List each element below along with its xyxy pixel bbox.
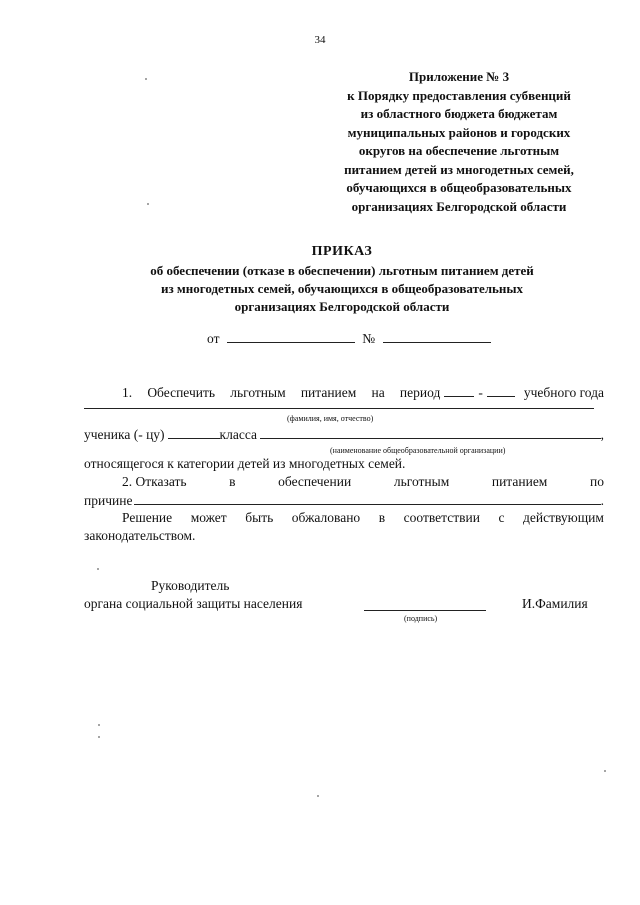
item1-word: 1. xyxy=(122,385,133,400)
period-mark: . xyxy=(600,493,604,508)
appeal-word: может xyxy=(190,510,227,525)
annex-block xyxy=(314,68,604,216)
appeal-word: соответствии xyxy=(403,510,480,525)
reason-line xyxy=(84,492,604,509)
class-label: класса xyxy=(219,427,257,442)
appeal-word: действующим xyxy=(523,510,604,525)
subtitle-line: об обеспечении (отказе в обеспечении) льготным питанием детей xyxy=(150,263,534,278)
annex-line: к Порядку предоставления субвенций xyxy=(347,87,571,103)
category-text: относящегося к категории детей из многодетных семей. xyxy=(84,456,406,471)
item1-words xyxy=(122,385,440,401)
date-label: от xyxy=(207,331,220,346)
scan-speck xyxy=(604,770,606,772)
date-field[interactable] xyxy=(227,330,355,343)
appeal-word: обжаловано xyxy=(291,510,361,525)
scan-speck xyxy=(145,78,147,80)
org-caption: (наименование общеобразовательной организации) xyxy=(330,446,506,455)
period-start-field[interactable] xyxy=(444,384,474,397)
student-class-field[interactable] xyxy=(168,426,220,439)
item1-word: на xyxy=(371,385,385,400)
scan-speck xyxy=(98,724,100,726)
item2-word: питанием xyxy=(491,474,548,489)
annex-line: организациях Белгородской области xyxy=(351,198,567,214)
item2-word: в xyxy=(229,474,236,489)
number-field[interactable] xyxy=(383,330,491,343)
scan-speck xyxy=(98,736,100,738)
page-number: 34 xyxy=(314,34,326,46)
fio-caption: (фамилия, имя, отчество) xyxy=(287,414,374,423)
item1-word: период xyxy=(399,385,441,400)
fio-field[interactable] xyxy=(84,408,594,409)
appeal-end: законодательством. xyxy=(84,528,196,543)
org-label: органа социальной защиты населения xyxy=(84,596,303,611)
appeal-word: Решение xyxy=(122,510,173,525)
scan-speck xyxy=(97,568,99,570)
comma: , xyxy=(600,427,604,442)
order-subtitle xyxy=(95,262,589,316)
signature-caption: (подпись) xyxy=(404,614,438,623)
annex-line: муниципальных районов и городских xyxy=(347,124,571,140)
appeal-line xyxy=(122,510,604,526)
student-line xyxy=(84,426,604,443)
item1-end: учебного года xyxy=(523,385,604,400)
order-date-number-line xyxy=(207,330,491,347)
annex-line: округов на обеспечение льготным xyxy=(358,143,560,158)
subtitle-line: организациях Белгородской области xyxy=(234,299,450,314)
appeal-word: с xyxy=(498,510,505,525)
annex-line: из областного бюджета бюджетам xyxy=(360,106,558,121)
item2-word: по xyxy=(589,474,604,489)
item1-word: льготным xyxy=(230,385,286,400)
reason-field[interactable] xyxy=(134,492,600,505)
item2-word: 2. Отказать xyxy=(122,474,187,489)
appeal-word: в xyxy=(378,510,386,525)
appeal-word: быть xyxy=(245,510,274,525)
annex-line: обучающихся в общеобразовательных xyxy=(346,180,572,195)
subtitle-line: из многодетных семей, обучающихся в общеобразовательных xyxy=(160,281,524,296)
item2-line xyxy=(122,474,604,490)
item1-word: питанием xyxy=(300,385,357,400)
reason-label: причине xyxy=(84,493,133,508)
signature-field[interactable] xyxy=(364,610,486,611)
annex-line: питанием детей из многодетных семей, xyxy=(344,161,574,177)
annex-heading: Приложение № 3 xyxy=(408,69,510,84)
item1-line xyxy=(122,384,604,401)
scan-speck xyxy=(147,203,149,205)
item2-word: льготным xyxy=(393,474,450,489)
item2-word: обеспечении xyxy=(278,474,352,489)
number-label: № xyxy=(362,331,376,346)
scan-speck xyxy=(317,795,319,797)
period-dash: - xyxy=(478,385,483,400)
signatory-name: И.Фамилия xyxy=(522,596,588,611)
period-end-field[interactable] xyxy=(487,384,515,397)
organization-field[interactable] xyxy=(260,426,601,439)
order-title: ПРИКАЗ xyxy=(311,244,373,259)
student-label: ученика (- цу) xyxy=(84,427,165,442)
item1-word: Обеспечить xyxy=(147,385,216,400)
head-label: Руководитель xyxy=(151,578,230,593)
